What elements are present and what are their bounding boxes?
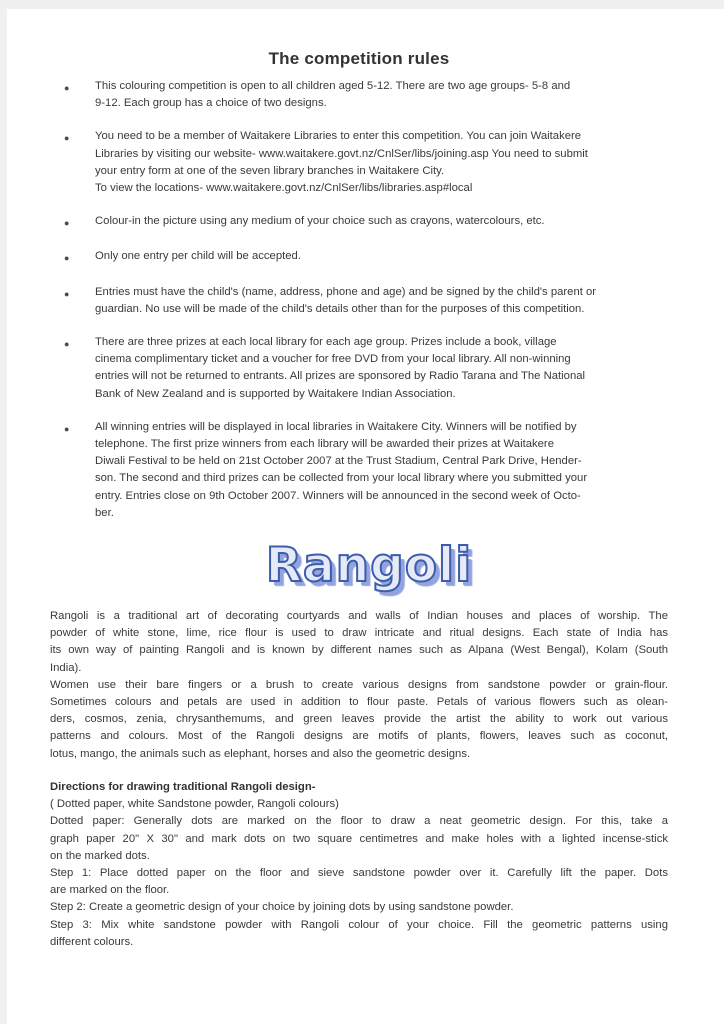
text-line: This colouring competition is open to all children aged 5-12. There are two age groups- 5-8 and bbox=[95, 80, 571, 92]
text-line: To view the locations- www.waitakere.govt.nz/CnlSer/libs/libraries.asp#local bbox=[95, 182, 473, 195]
text-line: entries will not be returned to entrants. All prizes are sponsored by Radio Tarana and The National bbox=[95, 370, 586, 383]
text-line: on the marked dots. bbox=[50, 849, 150, 862]
text-line: ders, cosmos, zenia, chrysanthemums, and green leaves provide the artist the ability to work out various bbox=[50, 713, 668, 726]
list-item bbox=[50, 284, 668, 318]
text-line: entry. Entries close on 9th October 2007. Winners will be announced in the second week of Octo- bbox=[95, 489, 581, 502]
text-line: India). bbox=[50, 661, 82, 674]
bullet-icon: ● bbox=[64, 288, 70, 299]
directions-heading: Directions for drawing traditional Rangoli design- bbox=[50, 780, 316, 793]
list-item bbox=[50, 248, 668, 267]
document-content bbox=[0, 46, 724, 951]
text-line: graph paper 20" X 30" and mark dots on two square centimetres and make holes with a lighted incense-stick bbox=[50, 832, 668, 845]
list-item bbox=[50, 78, 668, 112]
list-item bbox=[50, 419, 668, 522]
text-line: different colours. bbox=[50, 935, 134, 948]
rangoli-description bbox=[50, 608, 668, 763]
paragraph bbox=[50, 608, 668, 677]
bullet-icon: ● bbox=[64, 423, 70, 434]
text-line: Step 2: Create a geometric design of your choice by joining dots by using sandstone powder. bbox=[50, 901, 514, 914]
bullet-icon: ● bbox=[64, 218, 70, 229]
list-item bbox=[50, 334, 668, 403]
text-line: lotus, mango, the animals such as elephant, horses and also the geometric designs. bbox=[50, 747, 471, 760]
text-line: Bank of New Zealand and is supported by Waitakere Indian Association. bbox=[95, 387, 456, 400]
text-line: Sometimes colours and petals are used in addition to flour paste. Petals of various flowers such as olean- bbox=[50, 696, 668, 709]
page-title: The competition rules bbox=[268, 49, 450, 68]
text-line: Only one entry per child will be accepted. bbox=[95, 250, 301, 263]
text-line: guardian. No use will be made of the child's details other than for the purposes of this competition. bbox=[95, 302, 585, 315]
materials-line: ( Dotted paper, white Sandstone powder, Rangoli colours) bbox=[50, 798, 339, 811]
scan-edge-top bbox=[0, 0, 724, 9]
rangoli-title-row bbox=[60, 538, 678, 596]
text-line: its own way of painting Rangoli and is known by different names such as Alpana (West Bengal), Kolam (South bbox=[50, 644, 668, 657]
text-line: Rangoli is a traditional art of decorating courtyards and walls of Indian houses and places of worship. The bbox=[50, 610, 668, 623]
rule-text bbox=[95, 248, 668, 267]
text-line: All winning entries will be displayed in local libraries in Waitakere City. Winners will be notified by bbox=[95, 420, 577, 433]
text-line: You need to be a member of Waitakere Libraries to enter this competition. You can join Waitakere bbox=[95, 130, 582, 143]
text-line: are marked on the floor. bbox=[50, 884, 170, 897]
paragraph bbox=[50, 677, 668, 763]
text-line: Dotted paper: Generally dots are marked on the floor to draw a neat geometric design. For this, take a bbox=[50, 815, 668, 828]
list-item bbox=[50, 213, 668, 232]
directions-section bbox=[50, 779, 668, 951]
text-line: powder of white stone, lime, rice flour is used to draw intricate and ritual designs. Each state of India has bbox=[50, 627, 668, 640]
rule-text bbox=[95, 419, 668, 522]
text-line: ber. bbox=[95, 506, 114, 519]
directions-block bbox=[50, 917, 668, 951]
bullet-icon: ● bbox=[64, 339, 70, 350]
text-line: Diwali Festival to be held on 21st October 2007 at the Trust Stadium, Central Park Drive, Hender- bbox=[95, 455, 582, 468]
rule-text bbox=[95, 78, 668, 112]
text-line: There are three prizes at each local library for each age group. Prizes include a book, village bbox=[95, 336, 557, 349]
text-line: telephone. The first prize winners from each library will be awarded their prizes at Waitakere bbox=[95, 438, 554, 451]
directions-block bbox=[50, 865, 668, 899]
text-line: cinema complimentary ticket and a voucher for free DVD from your local library. All non-winning bbox=[95, 353, 571, 366]
text-line: patterns and colours. Most of the Rangoli designs are motifs of plants, flowers, leaves such as coconut, bbox=[50, 730, 668, 743]
rule-text bbox=[95, 128, 668, 197]
text-line: Entries must have the child's (name, address, phone and age) and be signed by the child's parent or bbox=[95, 285, 597, 298]
directions-block bbox=[50, 899, 668, 916]
directions-block bbox=[50, 813, 668, 865]
rule-text bbox=[95, 213, 668, 232]
text-line: 9-12. Each group has a choice of two designs. bbox=[95, 97, 327, 110]
list-item bbox=[50, 128, 668, 197]
text-line: Colour-in the picture using any medium of your choice such as crayons, watercolours, etc. bbox=[95, 215, 545, 228]
text-line: Step 1: Place dotted paper on the floor and sieve sandstone powder over it. Carefully lift the paper. Dots bbox=[50, 866, 668, 879]
rule-text bbox=[95, 284, 668, 318]
bullet-icon: ● bbox=[64, 253, 70, 264]
rules-list bbox=[50, 78, 668, 522]
text-line: Women use their bare fingers or a brush to create various designs from sandstone powder or grain-flour. bbox=[50, 678, 668, 691]
text-line: Libraries by visiting our website- www.waitakere.govt.nz/CnlSer/libs/joining.asp You need to submit bbox=[95, 147, 588, 160]
bullet-icon: ● bbox=[64, 83, 70, 93]
text-line: Step 3: Mix white sandstone powder with Rangoli colour of your choice. Fill the geometric patterns using bbox=[50, 918, 668, 931]
rule-text bbox=[95, 334, 668, 403]
bullet-icon: ● bbox=[64, 133, 70, 144]
rangoli-wordart: Rangoli bbox=[265, 538, 473, 594]
text-line: son. The second and third prizes can be collected from your local library where you submitted your bbox=[95, 472, 588, 485]
text-line: your entry form at one of the seven library branches in Waitakere City. bbox=[95, 164, 445, 177]
